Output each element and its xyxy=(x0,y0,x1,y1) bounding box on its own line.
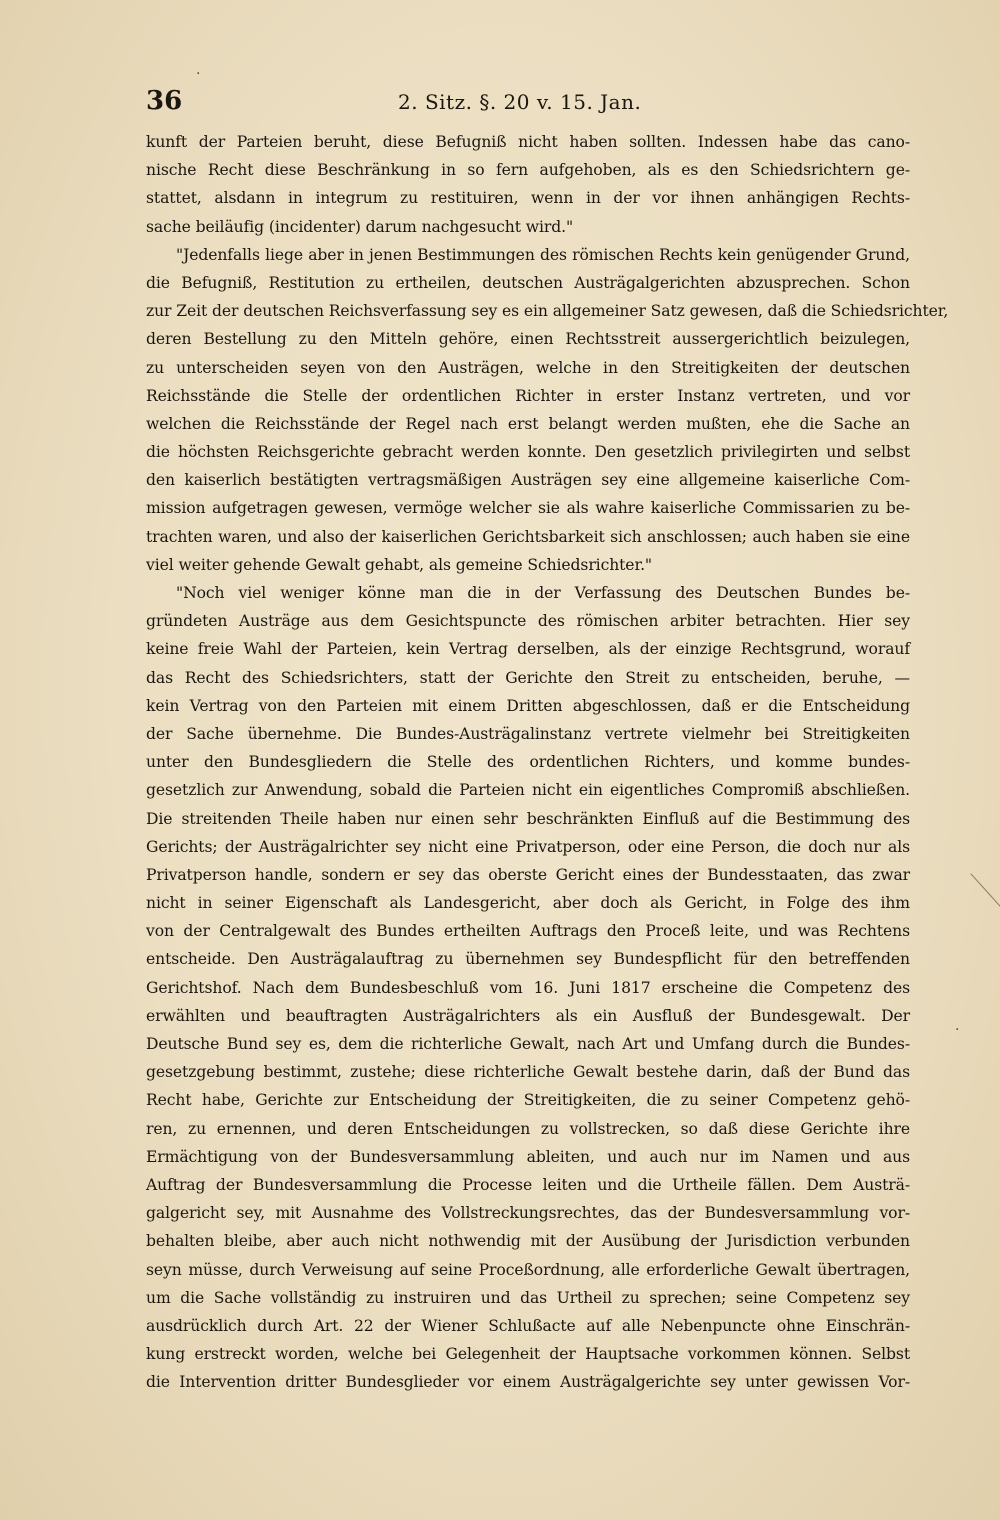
text-line: nicht in seiner Eigenschaft als Landesgericht, aber doch als Gericht, in Folge des ihm xyxy=(146,894,910,913)
text-line: behalten bleibe, aber auch nicht nothwendig mit der Ausübung der Jurisdiction verbunden xyxy=(146,1232,910,1251)
text-line: Recht habe, Gerichte zur Entscheidung der Streitigkeiten, die zu seiner Competenz gehö- xyxy=(146,1091,910,1110)
text-line: Die streitenden Theile haben nur einen sehr beschränkten Einfluß auf die Bestimmung des xyxy=(146,809,910,828)
margin-pencil-mark xyxy=(970,873,1000,906)
text-line: die Befugniß, Restitution zu ertheilen, deutschen Austrägalgerichten abzusprechen. Schon xyxy=(146,273,910,292)
text-line: unter den Bundesgliedern die Stelle des ordentlichen Richters, und komme bundes- xyxy=(146,753,910,772)
text-line: Privatperson handle, sondern er sey das oberste Gericht eines der Bundesstaaten, das zwar xyxy=(146,865,910,884)
text-line: welchen die Reichsstände der Regel nach erst belangt werden mußten, ehe die Sache an xyxy=(146,414,910,433)
running-head: 2. Sitz. §. 20 v. 15. Jan. xyxy=(398,90,642,114)
body-text xyxy=(146,128,949,1425)
text-line: gesetzgebung bestimmt, zustehe; diese richterliche Gewalt bestehe darin, daß der Bund das xyxy=(146,1063,910,1082)
text-line: der Sache übernehme. Die Bundes-Austrägalinstanz vertrete vielmehr bei Streitigkeiten xyxy=(146,724,910,743)
header-dot-mark: · xyxy=(196,66,201,82)
text-line: um die Sache vollständig zu instruiren und das Urtheil zu sprechen; seine Competenz sey xyxy=(146,1288,910,1307)
text-line: von der Centralgewalt des Bundes ertheilten Auftrags den Proceß leite, und was Rechtens xyxy=(146,922,910,941)
text-line: "Jedenfalls liege aber in jenen Bestimmungen des römischen Rechts kein genügender Grund, xyxy=(176,245,910,264)
text-line: den kaiserlich bestätigten vertragsmäßigen Austrägen sey eine allgemeine kaiserliche Com- xyxy=(146,471,910,490)
text-line: gründeten Austräge aus dem Gesichtspuncte des römischen arbiter betrachten. Hier sey xyxy=(146,612,910,631)
text-line: kein Vertrag von den Parteien mit einem Dritten abgeschlossen, daß er die Entscheidung xyxy=(146,696,910,715)
text-line: stattet, alsdann in integrum zu restituiren, wenn in der vor ihnen anhängigen Rechts- xyxy=(146,189,910,208)
text-line: trachten waren, und also der kaiserlichen Gerichtsbarkeit sich anschlossen; auch haben sie eine xyxy=(146,527,910,546)
text-line: ren, zu ernennen, und deren Entscheidungen zu vollstrecken, so daß diese Gerichte ihre xyxy=(146,1119,910,1138)
text-line: ausdrücklich durch Art. 22 der Wiener Schlußacte auf alle Nebenpuncte ohne Einschrän- xyxy=(146,1316,910,1335)
text-line: zur Zeit der deutschen Reichsverfassung sey es ein allgemeiner Satz gewesen, daß die Schiedsrichter, xyxy=(146,302,949,321)
text-line: erwählten und beauftragten Austrägalrichters als ein Ausfluß der Bundesgewalt. Der xyxy=(146,1006,910,1025)
text-line: gesetzlich zur Anwendung, sobald die Parteien nicht ein eigentliches Compromiß abschließen. xyxy=(146,781,910,800)
text-line: deren Bestellung zu den Mitteln gehöre, einen Rechtsstreit aussergerichtlich beizulegen, xyxy=(146,330,910,349)
page-header xyxy=(146,86,906,120)
text-line xyxy=(146,1396,910,1424)
text-line: das Recht des Schiedsrichters, statt der Gerichte den Streit zu entscheiden, beruhe, — xyxy=(146,668,910,687)
text-line: kunft der Parteien beruht, diese Befugniß nicht haben sollten. Indessen habe das cano- xyxy=(146,133,910,151)
text-line: die Intervention dritter Bundesglieder vor einem Austrägalgerichte sey unter gewissen Vor- xyxy=(146,1373,910,1392)
text-line: mission aufgetragen gewesen, vermöge welcher sie als wahre kaiserliche Commissarien zu be- xyxy=(146,499,910,518)
page-number: 36 xyxy=(146,86,183,116)
text-line: zu unterscheiden seyen von den Austrägen, welche in den Streitigkeiten der deutschen xyxy=(146,358,910,377)
text-line: die höchsten Reichsgerichte gebracht werden konnte. Den gesetzlich privilegirten und selbst xyxy=(146,443,910,462)
text-line: seyn müsse, durch Verweisung auf seine Proceßordnung, alle erforderliche Gewalt übertragen, xyxy=(146,1260,910,1279)
text-line: nische Recht diese Beschränkung in so fern aufgehoben, als es den Schiedsrichtern ge- xyxy=(146,161,910,180)
text-line: viel weiter gehende Gewalt gehabt, als gemeine Schiedsrichter." xyxy=(146,555,653,574)
text-line: Gerichtshof. Nach dem Bundesbeschluß vom 16. Juni 1817 erscheine die Competenz des xyxy=(146,978,910,997)
text-line: Deutsche Bund sey es, dem die richterliche Gewalt, nach Art und Umfang durch die Bundes- xyxy=(146,1035,910,1053)
text-line: Auftrag der Bundesversammlung die Processe leiten und die Urtheile fällen. Dem Austrä- xyxy=(146,1175,910,1194)
margin-dot-mark: · xyxy=(955,1022,960,1038)
text-line: Gerichts; der Austrägalrichter sey nicht eine Privatperson, oder eine Person, die doch nur als xyxy=(146,837,910,856)
text-line: entscheide. Den Austrägalauftrag zu übernehmen sey Bundespflicht für den betreffenden xyxy=(146,950,910,969)
text-line: "Noch viel weniger könne man die in der Verfassung des Deutschen Bundes be- xyxy=(176,584,910,602)
text-line: Ermächtigung von der Bundesversammlung ableiten, und auch nur im Namen und aus xyxy=(146,1147,910,1166)
text-line: sache beiläufig (incidenter) darum nachgesucht wird." xyxy=(146,217,574,236)
text-line: keine freie Wahl der Parteien, kein Vertrag derselben, als der einzige Rechtsgrund, worauf xyxy=(146,640,910,659)
text-line: galgericht sey, mit Ausnahme des Vollstreckungsrechtes, das der Bundesversammlung vor- xyxy=(146,1204,910,1223)
text-line: kung erstreckt worden, welche bei Gelegenheit der Hauptsache vorkommen können. Selbst xyxy=(146,1345,910,1364)
text-line: Reichsstände die Stelle der ordentlichen Richter in erster Instanz vertreten, und vor xyxy=(146,386,910,405)
